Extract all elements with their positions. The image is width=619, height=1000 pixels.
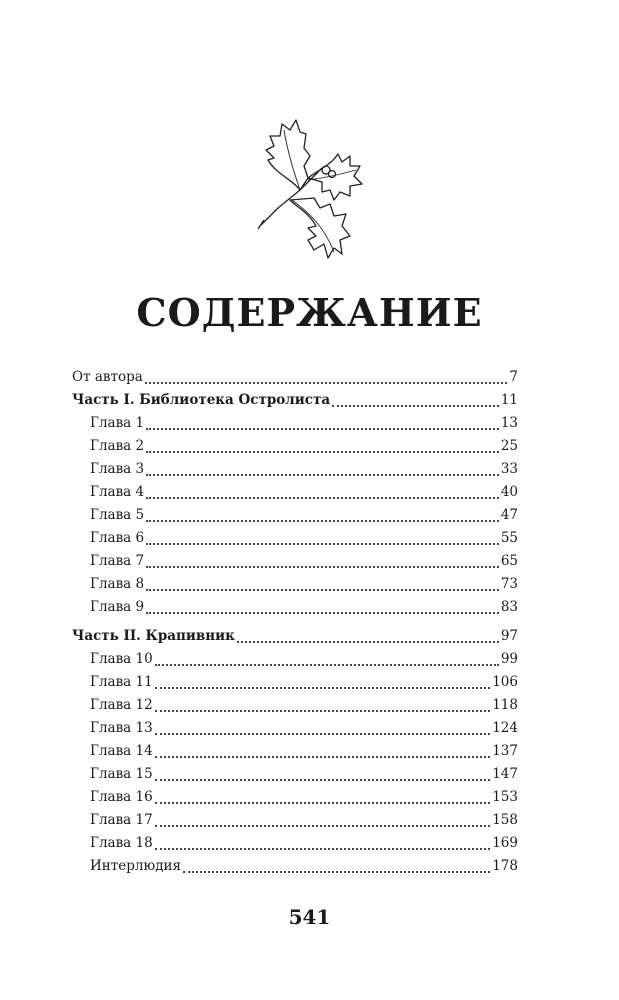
page-number: 541 (288, 905, 331, 929)
toc-entry-label: Глава 6 (90, 530, 145, 546)
toc-entry-page: 33 (500, 461, 518, 477)
toc-entry (72, 809, 518, 832)
toc-entry (72, 550, 518, 573)
toc-part-entry (72, 389, 518, 412)
toc-entry (72, 648, 518, 671)
toc-entry (72, 671, 518, 694)
toc-entry-label: Глава 16 (90, 789, 153, 805)
toc-entry-page: 25 (500, 438, 518, 454)
toc-entry-page: 13 (500, 415, 518, 431)
toc-entry-label: Глава 1 (90, 415, 145, 431)
toc-entry-page: 147 (492, 766, 518, 782)
toc-entry (72, 573, 518, 596)
dot-leader (155, 848, 491, 850)
toc-entry (72, 740, 518, 763)
dot-leader (146, 520, 499, 522)
toc-entry (72, 694, 518, 717)
dot-leader (146, 451, 499, 453)
toc-entry (72, 412, 518, 435)
dot-leader (332, 405, 499, 407)
toc-entry-label: Глава 14 (90, 743, 153, 759)
toc-entry (72, 855, 518, 878)
toc-entry-label: Глава 2 (90, 438, 145, 454)
toc-entry-label: Глава 11 (90, 674, 153, 690)
toc-entry-label: Часть II. Крапивник (72, 628, 235, 644)
toc-entry (72, 763, 518, 786)
toc-entry (72, 527, 518, 550)
toc-entry-page: 137 (492, 743, 518, 759)
toc-entry-label: Глава 17 (90, 812, 153, 828)
toc-entry (72, 786, 518, 809)
toc-entry-page: 40 (500, 484, 518, 500)
toc-entry-label: Глава 13 (90, 720, 153, 736)
toc-entry-page: 83 (500, 599, 518, 615)
dot-leader (146, 428, 499, 430)
toc-entry (72, 458, 518, 481)
dot-leader (146, 474, 499, 476)
dot-leader (146, 612, 499, 614)
toc-entry-page: 47 (500, 507, 518, 523)
dot-leader (146, 589, 499, 591)
dot-leader (155, 710, 491, 712)
toc-entry-page: 169 (492, 835, 518, 851)
toc-entry-label: Глава 8 (90, 576, 145, 592)
toc-entry-label: Глава 15 (90, 766, 153, 782)
toc-entry (72, 832, 518, 855)
toc-entry-label: От автора (72, 369, 143, 385)
dot-leader (155, 687, 491, 689)
toc-entry-page: 153 (492, 789, 518, 805)
dot-leader (155, 825, 491, 827)
toc-entry (72, 366, 518, 389)
toc-entry-label: Глава 3 (90, 461, 145, 477)
toc-entry-page: 124 (492, 720, 518, 736)
dot-leader (155, 779, 491, 781)
toc-entry-label: Глава 7 (90, 553, 145, 569)
toc-entry-page: 106 (492, 674, 518, 690)
toc-entry (72, 481, 518, 504)
dot-leader (145, 382, 508, 384)
page-title: СОДЕРЖАНИЕ (136, 290, 483, 335)
toc-entry-label: Глава 12 (90, 697, 153, 713)
table-of-contents (72, 366, 518, 878)
toc-entry-page: 11 (500, 392, 518, 408)
dot-leader (155, 756, 491, 758)
toc-entry-label: Интерлюдия (90, 858, 182, 874)
toc-entry-label: Глава 4 (90, 484, 145, 500)
dot-leader (146, 566, 499, 568)
toc-entry-label: Глава 9 (90, 599, 145, 615)
toc-part-entry (72, 625, 518, 648)
toc-entry-label: Глава 18 (90, 835, 153, 851)
toc-entry (72, 504, 518, 527)
dot-leader (146, 543, 499, 545)
toc-entry-page: 7 (509, 369, 518, 385)
toc-entry (72, 435, 518, 458)
toc-entry-label: Глава 10 (90, 651, 153, 667)
toc-entry-page: 65 (500, 553, 518, 569)
toc-entry-page: 118 (492, 697, 518, 713)
toc-entry-page: 178 (492, 858, 518, 874)
dot-leader (183, 871, 490, 873)
toc-entry-label: Глава 5 (90, 507, 145, 523)
dot-leader (146, 497, 499, 499)
holly-leaves-icon (238, 108, 368, 268)
toc-entry-page: 158 (492, 812, 518, 828)
dot-leader (237, 641, 499, 643)
toc-entry (72, 717, 518, 740)
toc-entry-label: Часть I. Библиотека Остролиста (72, 392, 331, 408)
dot-leader (155, 733, 491, 735)
toc-entry-page: 97 (500, 628, 518, 644)
toc-entry-page: 99 (500, 651, 518, 667)
toc-entry-page: 73 (500, 576, 518, 592)
toc-entry (72, 596, 518, 619)
toc-entry-page: 55 (500, 530, 518, 546)
dot-leader (155, 664, 499, 666)
dot-leader (155, 802, 491, 804)
